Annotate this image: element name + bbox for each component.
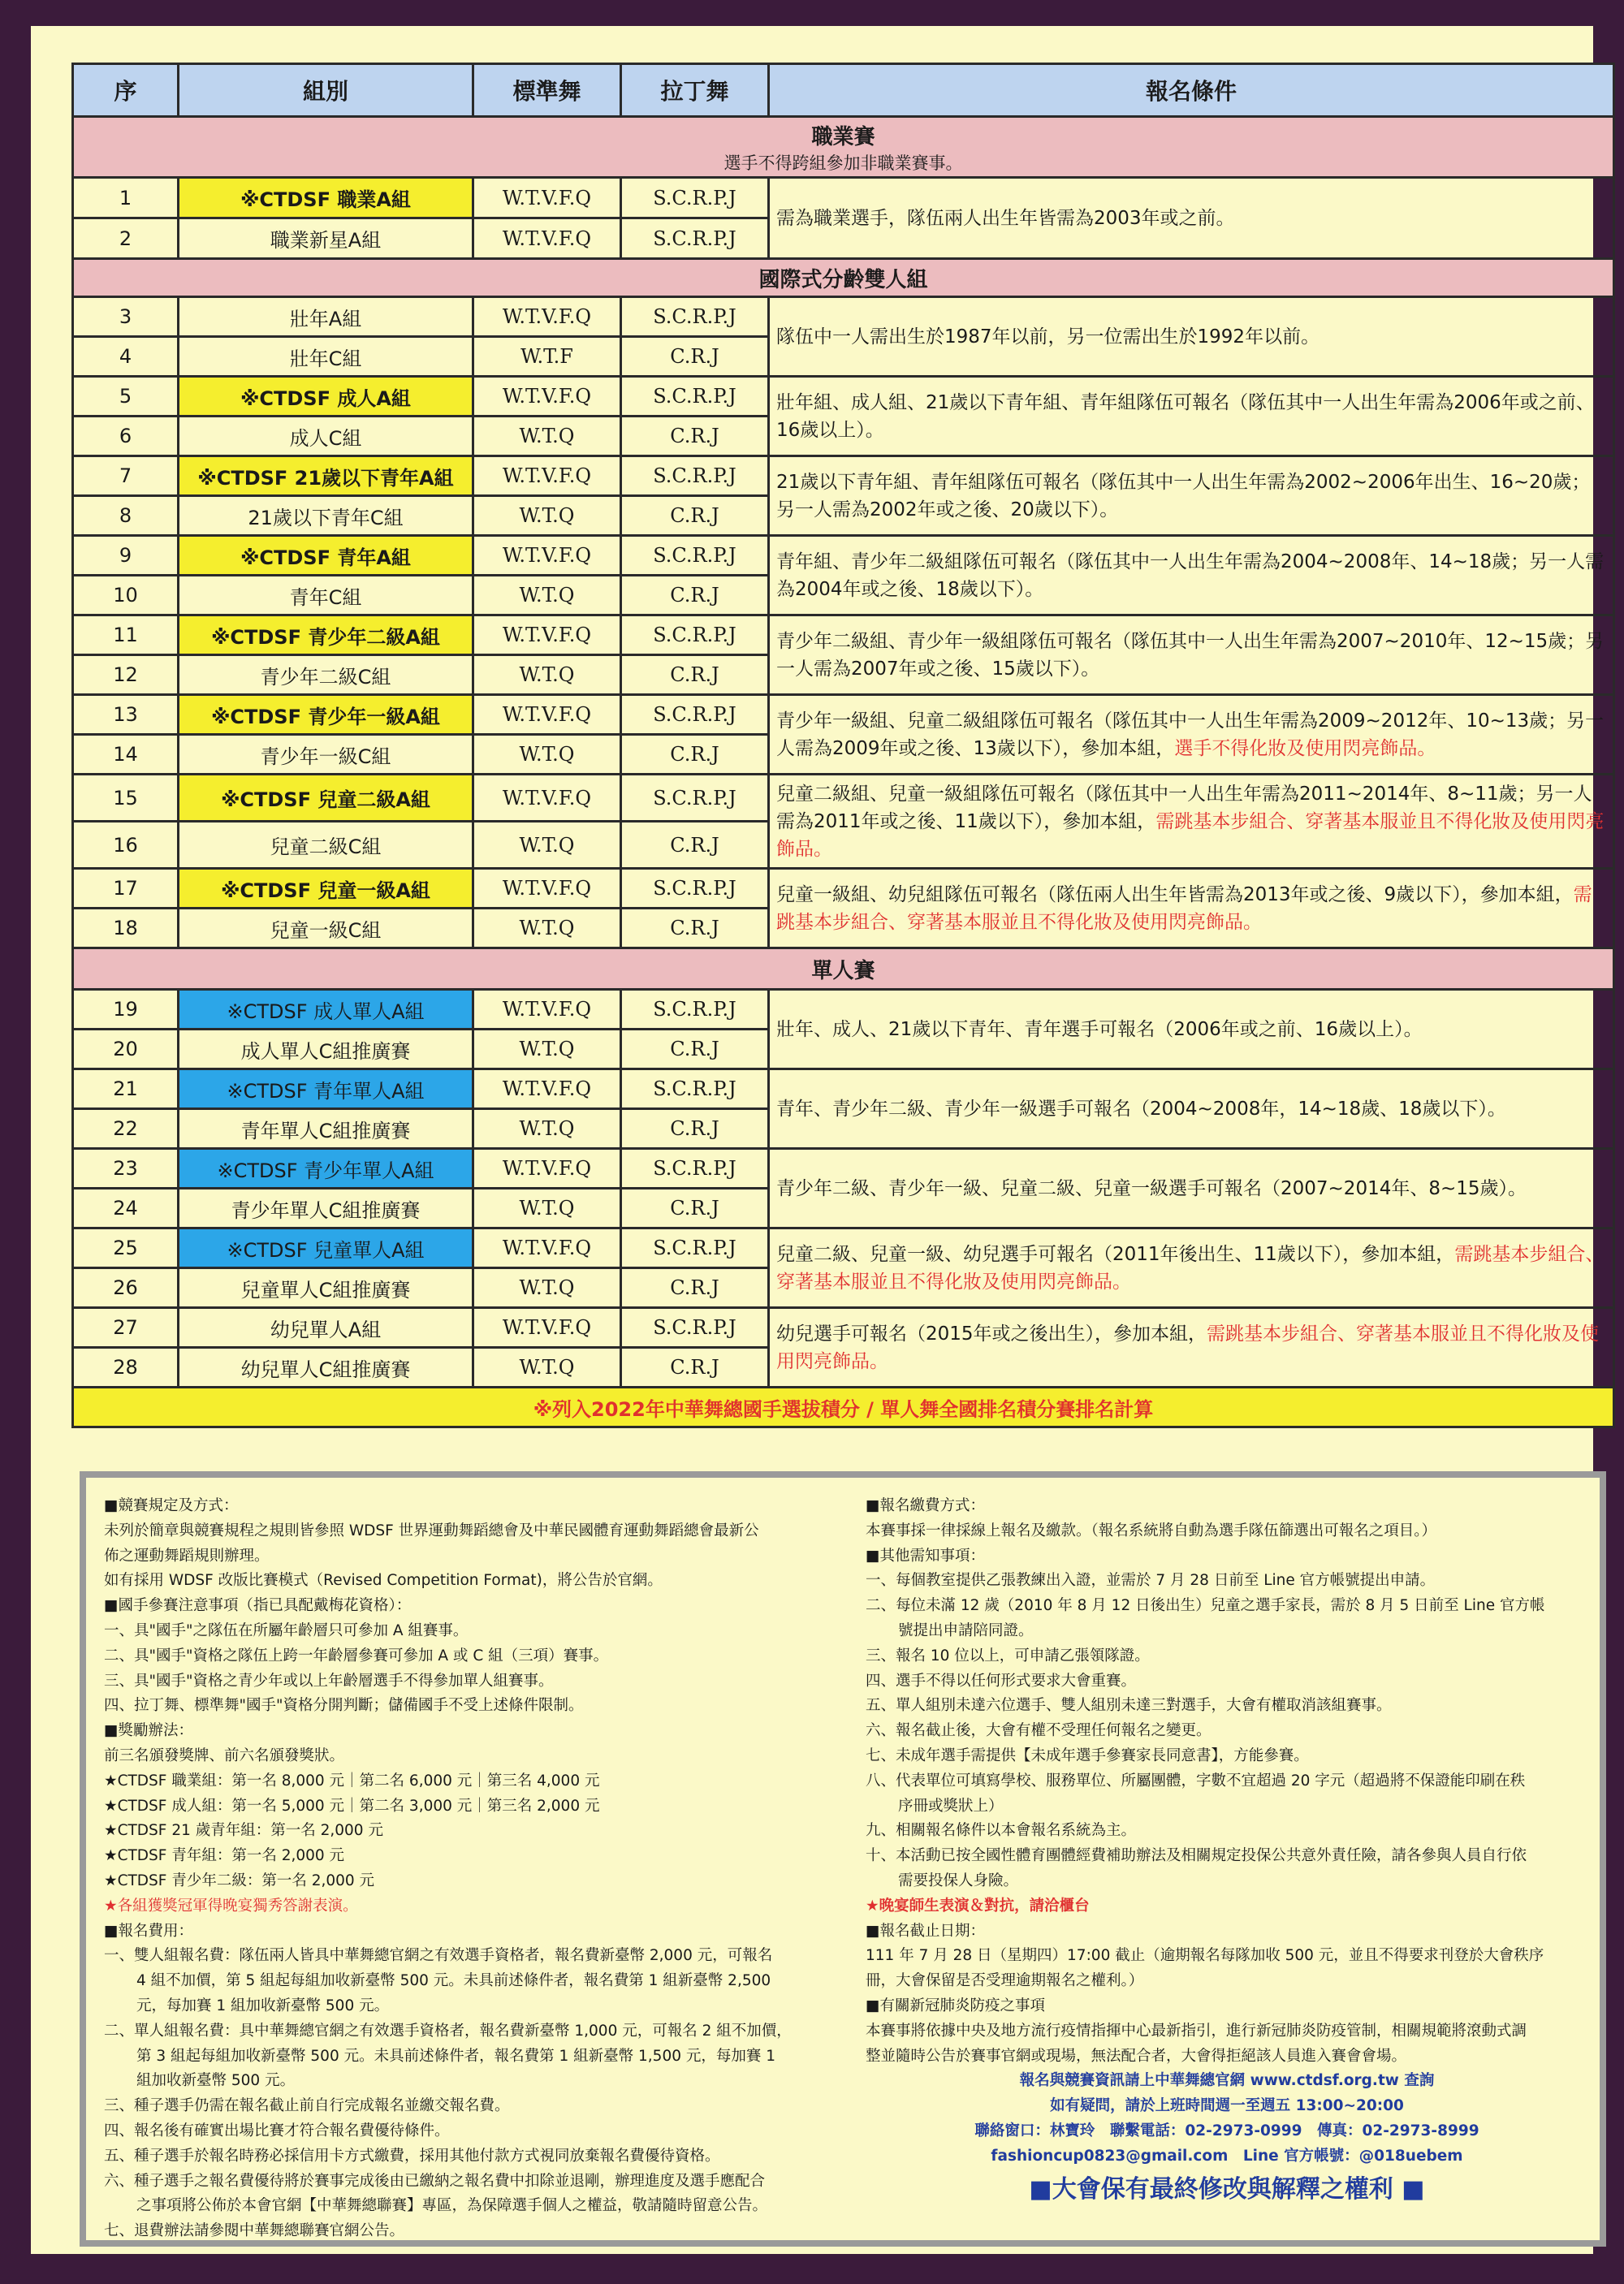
note-line: 報名與競賽資訊請上中華舞總官網 www.ctdsf.org.tw 查詢	[1019, 2072, 1435, 2090]
row-group: ※CTDSF 職業A組	[179, 178, 473, 218]
row-standard-dances: W.T.V.F.Q	[473, 1149, 621, 1189]
row-standard-dances: W.T.Q	[473, 1109, 621, 1149]
row-group: 青少年單人C組推廣賽	[179, 1189, 473, 1228]
note-line: 組加收新臺幣 500 元。	[136, 2072, 296, 2090]
note-line: 元，每加賽 1 組加收新臺幣 500 元。	[136, 1997, 390, 2014]
row-group: ※CTDSF 青少年二級A組	[179, 615, 473, 655]
row-latin-dances: S.C.R.P.J	[621, 377, 769, 417]
row-group: 壯年A組	[179, 297, 473, 337]
row-conditions	[769, 1228, 1614, 1308]
row-latin-dances: C.R.J	[621, 822, 769, 869]
row-number: 24	[73, 1189, 179, 1228]
table-row	[73, 1308, 1614, 1348]
final-note: ■大會保有最終修改與解釋之權利 ■	[1029, 2174, 1425, 2204]
row-latin-dances: S.C.R.P.J	[621, 990, 769, 1030]
row-group: ※CTDSF 成人A組	[179, 377, 473, 417]
condition-text: 青年、青少年二級、青少年一級選手可報名（2004~2008年，14~18歲、18歲以下）。	[776, 1098, 1506, 1120]
row-number: 5	[73, 377, 179, 417]
condition-text: 兒童二級組、兒童一級組隊伍可報名（隊伍其中一人出生年需為2011~2014年、8~11歲；另一人需為2011年或之後、11歲以下），參加本組，	[776, 783, 1592, 832]
note-line: 一、每個教室提供乙張教練出入證，並需於 7 月 28 日前至 Line 官方帳號提出申請。	[866, 1572, 1436, 1590]
note-line: ■競賽規定及方式：	[104, 1497, 239, 1514]
note-line: 六、種子選手之報名費優待將於賽事完成後由已繳納之報名費中扣除並退剛，辦理進度及選手應配合	[104, 2172, 766, 2190]
row-number: 4	[73, 337, 179, 377]
row-group: 兒童一級C組	[179, 909, 473, 948]
row-group: ※CTDSF 兒童一級A組	[179, 869, 473, 909]
row-number: 12	[73, 655, 179, 695]
row-standard-dances: W.T.Q	[473, 1189, 621, 1228]
row-number: 2	[73, 218, 179, 259]
row-number: 18	[73, 909, 179, 948]
row-standard-dances: W.T.Q	[473, 576, 621, 615]
row-number: 21	[73, 1069, 179, 1109]
table-row	[73, 869, 1614, 909]
note-line: ■有關新冠肺炎防疫之事項	[866, 1997, 1045, 2014]
note-line: 如有疑問，請於上班時間週一至週五 13:00~20:00	[1050, 2097, 1404, 2115]
table-row	[73, 695, 1614, 735]
row-standard-dances: W.T.V.F.Q	[473, 869, 621, 909]
note-line: 整並隨時公告於賽事官網或現場，無法配合者，大會得拒絕該人員進入賽會會場。	[866, 2047, 1407, 2065]
condition-text: 兒童一級組、幼兒組隊伍可報名（隊伍兩人出生年皆需為2013年或之後、9歲以下），參加本組，	[776, 883, 1574, 905]
row-standard-dances: W.T.Q	[473, 735, 621, 775]
condition-warning: 需跳基本步組合、穿著基本服並且不得化妝及使用閃亮飾品。	[776, 810, 1605, 860]
row-standard-dances: W.T.V.F.Q	[473, 990, 621, 1030]
row-conditions	[769, 990, 1614, 1069]
row-latin-dances: C.R.J	[621, 576, 769, 615]
row-standard-dances: W.T.V.F.Q	[473, 1069, 621, 1109]
row-number: 23	[73, 1149, 179, 1189]
note-line: 九、相關報名條件以本會報名系統為主。	[866, 1822, 1137, 1840]
note-line: 111 年 7 月 28 日（星期四）17:00 截止（逾期報名每隊加收 500 元，並且不得要求刊登於大會秩序	[866, 1947, 1544, 1965]
row-latin-dances: S.C.R.P.J	[621, 775, 769, 822]
registration-table	[71, 63, 1615, 1428]
row-conditions	[769, 536, 1614, 615]
row-number: 3	[73, 297, 179, 337]
row-group: 職業新星A組	[179, 218, 473, 259]
condition-text: 青少年一級組、兒童二級組隊伍可報名（隊伍其中一人出生年需為2009~2012年、10~13歲；另一人需為2009年或之後、13歲以下），參加本組，	[776, 710, 1605, 759]
table-row	[73, 775, 1614, 822]
row-number: 6	[73, 417, 179, 456]
row-number: 26	[73, 1268, 179, 1308]
table-row	[73, 377, 1614, 417]
table-row	[73, 178, 1614, 218]
row-latin-dances: S.C.R.P.J	[621, 218, 769, 259]
header-latin: 拉丁舞	[621, 64, 769, 117]
row-standard-dances: W.T.Q	[473, 496, 621, 536]
row-conditions	[769, 695, 1614, 775]
row-group: 青年單人C組推廣賽	[179, 1109, 473, 1149]
note-line: 號提出申請陪同證。	[898, 1621, 1034, 1639]
condition-warning: 需跳基本步組合、穿著基本服並且不得化妝及使用閃亮飾品。	[776, 883, 1592, 933]
row-standard-dances: W.T.Q	[473, 909, 621, 948]
row-group: 21歲以下青年C組	[179, 496, 473, 536]
row-group: 兒童單人C組推廣賽	[179, 1268, 473, 1308]
header-group: 組別	[179, 64, 473, 117]
header-standard: 標準舞	[473, 64, 621, 117]
note-line: 二、單人組報名費：具中華舞總官網之有效選手資格者，報名費新臺幣 1,000 元，可報名 2 組不加價，	[104, 2022, 792, 2040]
note-line: ★晚宴師生表演＆對抗，請洽櫃台	[866, 1897, 1090, 1915]
note-line: ★CTDSF 職業組：第一名 8,000 元｜第二名 6,000 元｜第三名 4,000 元	[104, 1772, 600, 1790]
section-cell	[73, 948, 1614, 990]
row-number: 1	[73, 178, 179, 218]
row-conditions	[769, 775, 1614, 869]
header-no: 序	[73, 64, 179, 117]
note-line: fashioncup0823@gmail.com Line 官方帳號：@018uebem	[991, 2147, 1463, 2165]
notes-right-column	[866, 1494, 1588, 2202]
row-standard-dances: W.T.V.F.Q	[473, 1308, 621, 1348]
row-conditions	[769, 615, 1614, 695]
note-line: 二、每位未滿 12 歲（2010 年 8 月 12 日後出生）兒童之選手家長，需於 8 月 5 日前至 Line 官方帳	[866, 1597, 1545, 1615]
note-line: 本賽事採一律採線上報名及繳款。（報名系統將自動為選手隊伍篩選出可報名之項目。）	[866, 1522, 1437, 1539]
row-standard-dances: W.T.V.F.Q	[473, 1228, 621, 1268]
row-number: 11	[73, 615, 179, 655]
row-standard-dances: W.T.V.F.Q	[473, 218, 621, 259]
row-number: 16	[73, 822, 179, 869]
row-group: ※CTDSF 成人單人A組	[179, 990, 473, 1030]
note-line: 本賽事將依據中央及地方流行疫情指揮中心最新指引，進行新冠肺炎防疫管制，相關規範將滾動式調	[866, 2022, 1527, 2040]
row-latin-dances: C.R.J	[621, 496, 769, 536]
note-line: ■報名截止日期：	[866, 1922, 985, 1940]
row-standard-dances: W.T.V.F.Q	[473, 775, 621, 822]
row-group: 青少年二級C組	[179, 655, 473, 695]
footer-note: ※列入2022年中華舞總國手選拔積分 / 單人舞全國排名積分賽排名計算	[73, 1388, 1614, 1427]
row-conditions	[769, 869, 1614, 948]
condition-warning: 需跳基本步組合、穿著基本服並且不得化妝及使用閃亮飾品。	[776, 1323, 1600, 1372]
row-group: ※CTDSF 青年單人A組	[179, 1069, 473, 1109]
condition-text: 壯年組、成人組、21歲以下青年組、青年組隊伍可報名（隊伍其中一人出生年需為2006年或之前、16歲以上）。	[776, 391, 1595, 441]
note-line: 三、報名 10 位以上，可申請乙張領隊證。	[866, 1647, 1150, 1664]
note-line: 三、具"國手"資格之青少年或以上年齡層選手不得參加單人組賽事。	[104, 1672, 554, 1690]
row-standard-dances: W.T.V.F.Q	[473, 456, 621, 496]
table-row	[73, 297, 1614, 337]
row-latin-dances: C.R.J	[621, 735, 769, 775]
condition-text: 青少年二級、青少年一級、兒童二級、兒童一級選手可報名（2007~2014年、8~15歲）。	[776, 1177, 1527, 1199]
table-row	[73, 1069, 1614, 1109]
section-row	[73, 117, 1614, 178]
note-line: 一、具"國手"之隊伍在所屬年齡層只可參加 A 組賽事。	[104, 1621, 469, 1639]
note-line: 七、退費辦法請參閱中華舞總聯賽官網公告。	[104, 2222, 405, 2240]
row-group: ※CTDSF 兒童二級A組	[179, 775, 473, 822]
row-group: 壯年C組	[179, 337, 473, 377]
note-line: 五、單人組別未達六位選手、雙人組別未達三對選手，大會有權取消該組賽事。	[866, 1697, 1392, 1715]
note-line: ★CTDSF 成人組：第一名 5,000 元｜第二名 3,000 元｜第三名 2,000 元	[104, 1797, 600, 1815]
condition-text: 兒童二級、兒童一級、幼兒選手可報名（2011年後出生、11歲以下），參加本組，	[776, 1243, 1455, 1265]
note-line: 第 3 組起每組加收新臺幣 500 元。未具前述條件者，報名費第 1 組新臺幣 1,500 元，每加賽 1	[136, 2047, 776, 2065]
note-line: 四、選手不得以任何形式要求大會重賽。	[866, 1672, 1137, 1690]
section-title: 國際式分齡雙人組	[758, 267, 928, 292]
row-number: 15	[73, 775, 179, 822]
condition-text: 需為職業選手，隊伍兩人出生年皆需為2003年或之前。	[776, 207, 1235, 229]
note-line: 4 組不加價，第 5 組起每組加收新臺幣 500 元。未具前述條件者，報名費第 1 組新臺幣 2,500	[136, 1972, 771, 1990]
note-line: 冊，大會保留是否受理逾期報名之權利。）	[866, 1972, 1144, 1990]
row-group: ※CTDSF 青少年一級A組	[179, 695, 473, 735]
note-line: ■獎勵辦法：	[104, 1722, 193, 1740]
section-row	[73, 948, 1614, 990]
row-standard-dances: W.T.F	[473, 337, 621, 377]
header-conditions: 報名條件	[769, 64, 1614, 117]
row-group: 青少年一級C組	[179, 735, 473, 775]
condition-text: 幼兒選手可報名（2015年或之後出生），參加本組，	[776, 1323, 1207, 1345]
row-group: 青年C組	[179, 576, 473, 615]
row-latin-dances: C.R.J	[621, 909, 769, 948]
row-number: 9	[73, 536, 179, 576]
note-line: 聯絡窗口：林寶玲 聯繫電話：02-2973-0999 傳真：02-2973-8999	[974, 2122, 1479, 2139]
table-row	[73, 1228, 1614, 1268]
row-number: 7	[73, 456, 179, 496]
section-row	[73, 259, 1614, 297]
row-standard-dances: W.T.V.F.Q	[473, 377, 621, 417]
row-latin-dances: C.R.J	[621, 655, 769, 695]
row-group: 成人單人C組推廣賽	[179, 1030, 473, 1069]
note-line: 未列於簡章與競賽規程之規則皆參照 WDSF 世界運動舞蹈總會及中華民國體育運動舞蹈總會最新公	[104, 1522, 759, 1539]
note-line: 佈之運動舞蹈規則辦理。	[104, 1547, 270, 1565]
row-standard-dances: W.T.Q	[473, 417, 621, 456]
row-conditions	[769, 1149, 1614, 1228]
row-latin-dances: C.R.J	[621, 1109, 769, 1149]
note-line: ★CTDSF 21 歲青年組：第一名 2,000 元	[104, 1822, 383, 1840]
section-subtitle: 選手不得跨組參加非職業賽事。	[723, 153, 963, 173]
row-number: 28	[73, 1348, 179, 1388]
note-line: ★CTDSF 青年組：第一名 2,000 元	[104, 1847, 345, 1865]
condition-text: 21歲以下青年組、青年組隊伍可報名（隊伍其中一人出生年需為2002~2006年出生、16~20歲；另一人需為2002年或之後、20歲以下）。	[776, 471, 1591, 520]
row-standard-dances: W.T.V.F.Q	[473, 536, 621, 576]
note-line: 前三名頒發獎牌、前六名頒發獎狀。	[104, 1746, 345, 1764]
row-latin-dances: C.R.J	[621, 417, 769, 456]
note-line: 七、未成年選手需提供【未成年選手參賽家長同意書】，方能參賽。	[866, 1746, 1309, 1764]
notes-box	[80, 1471, 1606, 2247]
row-latin-dances: S.C.R.P.J	[621, 695, 769, 735]
row-standard-dances: W.T.Q	[473, 655, 621, 695]
note-line: 需要投保人身險。	[898, 1872, 1019, 1889]
row-latin-dances: S.C.R.P.J	[621, 1308, 769, 1348]
table-header	[73, 64, 1614, 117]
row-standard-dances: W.T.V.F.Q	[473, 178, 621, 218]
row-group: ※CTDSF 青年A組	[179, 536, 473, 576]
note-line: 序冊或獎狀上）	[898, 1797, 1004, 1815]
row-latin-dances: S.C.R.P.J	[621, 1228, 769, 1268]
row-group: ※CTDSF 21歲以下青年A組	[179, 456, 473, 496]
row-group: 幼兒單人A組	[179, 1308, 473, 1348]
note-line: ■其他需知事項：	[866, 1547, 985, 1565]
note-line: 五、種子選手於報名時務必採信用卡方式繳費，採用其他付款方式視同放棄報名費優待資格。	[104, 2147, 720, 2165]
row-latin-dances: C.R.J	[621, 1189, 769, 1228]
row-standard-dances: W.T.V.F.Q	[473, 297, 621, 337]
table-row	[73, 536, 1614, 576]
row-number: 13	[73, 695, 179, 735]
row-latin-dances: S.C.R.P.J	[621, 869, 769, 909]
section-cell	[73, 259, 1614, 297]
row-standard-dances: W.T.V.F.Q	[473, 695, 621, 735]
section-cell	[73, 117, 1614, 178]
row-latin-dances: S.C.R.P.J	[621, 1069, 769, 1109]
note-line: 之事項將公佈於本會官網【中華舞總聯賽】專區，為保障選手個人之權益，敬請隨時留意公告。	[136, 2197, 768, 2215]
note-line: 四、報名後有確實出場比賽才符合報名費優待條件。	[104, 2122, 450, 2139]
row-standard-dances: W.T.Q	[473, 1348, 621, 1388]
row-latin-dances: C.R.J	[621, 337, 769, 377]
row-standard-dances: W.T.Q	[473, 1030, 621, 1069]
note-line: 二、具"國手"資格之隊伍上跨一年齡層參賽可參加 A 或 C 組（三項）賽事。	[104, 1647, 609, 1664]
row-number: 10	[73, 576, 179, 615]
table-row	[73, 1149, 1614, 1189]
section-title: 職業賽	[811, 124, 875, 149]
note-line: ■報名費用：	[104, 1922, 193, 1940]
row-conditions	[769, 178, 1614, 259]
note-line: 如有採用 WDSF 改版比賽模式（Revised Competition Format)，將公告於官網。	[104, 1572, 663, 1590]
row-number: 19	[73, 990, 179, 1030]
condition-text: 青少年二級組、青少年一級組隊伍可報名（隊伍其中一人出生年需為2007~2010年、12~15歲；另一人需為2007年或之後、15歲以下）。	[776, 630, 1605, 680]
row-conditions	[769, 1069, 1614, 1149]
note-line: 三、種子選手仍需在報名截止前自行完成報名並繳交報名費。	[104, 2097, 510, 2115]
row-group: ※CTDSF 青少年單人A組	[179, 1149, 473, 1189]
section-title: 單人賽	[811, 958, 875, 983]
note-line: ■國手參賽注意事項（指已具配戴梅花資格）：	[104, 1597, 412, 1615]
row-group: 幼兒單人C組推廣賽	[179, 1348, 473, 1388]
row-conditions	[769, 456, 1614, 536]
condition-text: 壯年、成人、21歲以下青年、青年選手可報名（2006年或之前、16歲以上）。	[776, 1018, 1423, 1040]
table-row	[73, 990, 1614, 1030]
row-latin-dances: C.R.J	[621, 1030, 769, 1069]
row-number: 27	[73, 1308, 179, 1348]
condition-warning: 選手不得化妝及使用閃亮飾品。	[1174, 737, 1436, 759]
table-row	[73, 615, 1614, 655]
row-latin-dances: S.C.R.P.J	[621, 178, 769, 218]
row-group: ※CTDSF 兒童單人A組	[179, 1228, 473, 1268]
row-latin-dances: S.C.R.P.J	[621, 1149, 769, 1189]
row-number: 8	[73, 496, 179, 536]
note-line: ★各組獲獎冠軍得晚宴獨秀答謝表演。	[104, 1897, 358, 1915]
row-number: 20	[73, 1030, 179, 1069]
row-standard-dances: W.T.V.F.Q	[473, 615, 621, 655]
sheet	[31, 26, 1605, 2254]
note-line: 十、本活動已按全國性體育團體經費補助辦法及相關規定投保公共意外責任險，請各參與人員自行依	[866, 1847, 1527, 1865]
row-conditions	[769, 1308, 1614, 1388]
row-number: 14	[73, 735, 179, 775]
row-latin-dances: C.R.J	[621, 1268, 769, 1308]
table-row	[73, 456, 1614, 496]
row-latin-dances: S.C.R.P.J	[621, 456, 769, 496]
row-group: 成人C組	[179, 417, 473, 456]
note-line: ★CTDSF 青少年二級：第一名 2,000 元	[104, 1872, 375, 1889]
condition-warning: 需跳基本步組合、穿著基本服並且不得化妝及使用閃亮飾品。	[776, 1243, 1605, 1293]
note-line: 一、雙人組報名費：隊伍兩人皆具中華舞總官網之有效選手資格者，報名費新臺幣 2,000 元，可報名	[104, 1947, 773, 1965]
row-latin-dances: S.C.R.P.J	[621, 536, 769, 576]
row-standard-dances: W.T.Q	[473, 1268, 621, 1308]
condition-text: 青年組、青少年二級組隊伍可報名（隊伍其中一人出生年需為2004~2008年、14~18歲；另一人需為2004年或之後、18歲以下）。	[776, 550, 1605, 600]
row-latin-dances: S.C.R.P.J	[621, 297, 769, 337]
row-number: 25	[73, 1228, 179, 1268]
condition-text: 隊伍中一人需出生於1987年以前，另一位需出生於1992年以前。	[776, 326, 1320, 348]
row-conditions	[769, 297, 1614, 377]
row-latin-dances: S.C.R.P.J	[621, 615, 769, 655]
footer-note-row	[73, 1388, 1614, 1427]
note-line: 六、報名截止後，大會有權不受理任何報名之變更。	[866, 1722, 1212, 1740]
note-line: 四、拉丁舞、標準舞"國手"資格分開判斷；儲備國手不受上述條件限制。	[104, 1697, 584, 1715]
note-line: ■報名繳費方式：	[866, 1497, 985, 1514]
row-number: 17	[73, 869, 179, 909]
row-standard-dances: W.T.Q	[473, 822, 621, 869]
row-group: 兒童二級C組	[179, 822, 473, 869]
row-number: 22	[73, 1109, 179, 1149]
row-conditions	[769, 377, 1614, 456]
note-line: 八、代表單位可填寫學校、服務單位、所屬團體，字數不宜超過 20 字元（超過將不保證能印刷在秩	[866, 1772, 1526, 1790]
row-latin-dances: C.R.J	[621, 1348, 769, 1388]
notes-left-column	[104, 1494, 851, 2244]
